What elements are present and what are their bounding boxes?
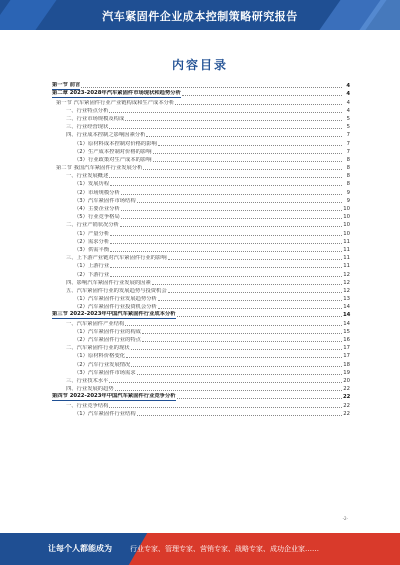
toc-entry[interactable] <box>52 205 350 213</box>
toc-dot-leader <box>182 95 342 96</box>
toc-entry-page: 19 <box>343 369 350 376</box>
toc-entry-page: 17 <box>343 345 350 352</box>
toc-entry[interactable] <box>52 311 350 319</box>
toc-entry-label: （2）需求分析 <box>74 238 110 245</box>
toc-entry[interactable] <box>52 410 350 418</box>
toc-entry[interactable] <box>52 221 350 229</box>
toc-entry[interactable] <box>52 172 350 180</box>
footer-slogan: 让每个人都能成为 <box>48 544 112 553</box>
footer-banner <box>0 533 400 565</box>
toc-entry[interactable] <box>52 213 350 221</box>
toc-entry[interactable] <box>52 344 350 352</box>
toc-dot-leader <box>109 177 342 178</box>
toc-entry-label: （1）汽车紧固件行业发展趋势分析 <box>74 296 157 303</box>
toc-entry-label: 第一节 汽车紧固件行业产业链构成和生产成本分析 <box>56 99 175 106</box>
toc-dot-leader <box>175 104 342 105</box>
toc-dot-leader <box>153 153 342 154</box>
toc-dot-leader <box>152 284 342 285</box>
toc-entry-label: （4）主要企业分析 <box>74 206 120 212</box>
toc-entry-page: 22 <box>343 410 350 417</box>
toc-entry[interactable] <box>52 246 350 254</box>
toc-dot-leader <box>158 145 342 146</box>
toc-entry[interactable] <box>52 148 350 156</box>
toc-entry-page: 15 <box>343 328 350 335</box>
toc-entry-label: 四、影响汽车紧固件行业发展的因素 <box>66 279 151 286</box>
toc-entry-label: 第一节 前言 <box>52 82 81 89</box>
toc-entry-label: 一、行业特点分析 <box>66 107 109 114</box>
toc-dot-leader <box>109 407 342 408</box>
toc-entry[interactable] <box>52 295 350 303</box>
toc-entry-label: （1）汽车紧固件行业结构 <box>74 410 136 417</box>
toc-entry-page: 14 <box>343 304 350 311</box>
toc-entry[interactable] <box>52 90 350 98</box>
toc-entry-label: 第四节 2022-2023年中国汽车紧固件行业竞争分析 <box>52 393 176 400</box>
toc-entry-page: 17 <box>343 353 350 360</box>
toc-entry-label: （3）汽车紧固件市场需求 <box>74 369 136 376</box>
report-header <box>0 0 400 30</box>
toc-entry[interactable] <box>52 98 350 106</box>
toc-dot-leader <box>146 136 342 137</box>
toc-entry-label: 二、行业市场规模及构成 <box>66 115 125 122</box>
toc-entry-label: 三、上下游产业链对汽车紧固件行业的影响 <box>66 255 167 262</box>
toc-dot-leader <box>115 390 342 391</box>
toc-entry-page: 4 <box>346 91 350 98</box>
toc-dot-leader <box>121 210 342 211</box>
toc-entry-page: 10 <box>343 230 350 237</box>
toc-dot-leader <box>121 218 342 219</box>
toc-entry-label: （1）上游行业 <box>74 263 110 270</box>
toc-dot-leader <box>168 259 342 260</box>
toc-entry-page: 12 <box>343 271 350 278</box>
toc-entry-page: 9 <box>346 197 350 204</box>
toc-entry-page: 14 <box>343 320 350 327</box>
toc-entry-label: （3）供需平衡 <box>74 246 110 253</box>
toc-dot-leader <box>121 194 342 195</box>
toc-entry-label: （2）下游行业 <box>74 271 110 278</box>
toc-entry-page: 20 <box>343 377 350 384</box>
toc-entry-label: 三、行业经营现状 <box>66 124 109 131</box>
toc-entry-page: 11 <box>343 263 350 270</box>
toc-entry-label: 一、汽车紧固件产业结构 <box>66 320 125 327</box>
toc-entry[interactable] <box>52 401 350 409</box>
toc-entry-label: 第二节 我国汽车紧固件行业发展分析 <box>56 165 143 172</box>
toc-dot-leader <box>177 398 342 399</box>
toc-dot-leader <box>125 120 342 121</box>
toc-entry[interactable] <box>52 319 350 327</box>
toc-entry-label: （5）行业竞争格局 <box>74 214 120 221</box>
toc-entry-page: 5 <box>346 115 350 122</box>
toc-dot-leader <box>110 251 342 252</box>
toc-entry-label: （3）汽车紧固件市场结构 <box>74 197 136 204</box>
toc-entry[interactable] <box>52 82 350 90</box>
toc-entry-label: （2）汽车紧固件行业的特点 <box>74 337 141 343</box>
toc-entry-label: 二、行业产销状况分析 <box>66 222 119 229</box>
toc-entry-page: 10 <box>343 222 350 229</box>
toc-dot-leader <box>153 161 342 162</box>
toc-dot-leader <box>110 267 342 268</box>
toc-entry[interactable] <box>52 229 350 237</box>
toc-entry-label: （2）汽车紧固件行业投资机会分析 <box>74 304 157 311</box>
toc-entry-page: 7 <box>346 140 350 147</box>
toc-entry-label: （1）原材料价格变化 <box>74 353 126 360</box>
toc-entry-page: 22 <box>343 386 350 393</box>
toc-dot-leader <box>109 128 342 129</box>
toc-entry-label: 二、汽车紧固件行业的现状 <box>66 345 130 352</box>
toc-entry-label: 三、行业技术水平 <box>66 377 109 384</box>
page-number: -2- <box>342 516 348 521</box>
toc-entry-page: 7 <box>346 132 350 139</box>
toc-entry[interactable] <box>52 107 350 115</box>
toc-entry-label: （2）汽车行业发展情况 <box>74 361 131 368</box>
toc-entry-page: 10 <box>343 206 350 212</box>
toc-entry[interactable] <box>52 352 350 360</box>
toc-dot-leader <box>110 243 342 244</box>
toc-entry-label: （2）市场规模分析 <box>74 189 120 196</box>
toc-dot-leader <box>110 185 342 186</box>
toc-entry-page: 8 <box>346 165 350 172</box>
toc-dot-leader <box>125 325 342 326</box>
toc-entry[interactable] <box>52 115 350 123</box>
toc-dot-leader <box>126 357 342 358</box>
toc-dot-leader <box>109 112 342 113</box>
toc-entry[interactable] <box>52 188 350 196</box>
toc-dot-leader <box>81 87 342 88</box>
toc-entry[interactable] <box>52 139 350 147</box>
toc-entry-label: 四、行业发展的趋势 <box>66 386 114 393</box>
toc-entry[interactable] <box>52 369 350 377</box>
toc-entry-page: 18 <box>343 361 350 368</box>
toc-entry-page: 9 <box>346 189 350 196</box>
toc-entry[interactable] <box>52 156 350 164</box>
toc-entry-page: 10 <box>343 214 350 221</box>
toc-dot-leader <box>131 366 342 367</box>
toc-entry-page: 11 <box>343 246 350 253</box>
toc-entry-label: 一、行业竞争结构 <box>66 402 109 409</box>
toc-entry[interactable] <box>52 131 350 139</box>
toc-entry-page: 22 <box>343 402 350 409</box>
toc-entry[interactable] <box>52 262 350 270</box>
toc-entry-page: 8 <box>346 173 350 180</box>
toc-dot-leader <box>131 349 342 350</box>
toc-entry-label: （1）发展历程 <box>74 181 110 188</box>
toc-entry[interactable] <box>52 336 350 344</box>
toc-dot-leader <box>142 333 342 334</box>
toc-entry[interactable] <box>52 180 350 188</box>
toc-entry-label: （1）汽车紧固件行业的构成 <box>74 328 141 335</box>
toc-entry[interactable] <box>52 328 350 336</box>
toc-entry[interactable] <box>52 270 350 278</box>
toc-entry[interactable] <box>52 254 350 262</box>
toc-entry[interactable] <box>52 123 350 131</box>
toc-dot-leader <box>137 202 342 203</box>
toc-dot-leader <box>109 382 342 383</box>
toc-dot-leader <box>177 316 342 317</box>
toc-dot-leader <box>168 292 342 293</box>
toc-entry[interactable] <box>52 393 350 401</box>
toc-entry[interactable] <box>52 279 350 287</box>
toc-entry-page: 4 <box>346 107 350 114</box>
toc-entry-label: 一、行业发展概述 <box>66 173 109 180</box>
toc-entry-page: 4 <box>346 99 350 106</box>
toc-entry-page: 8 <box>346 181 350 188</box>
toc-entry[interactable] <box>52 238 350 246</box>
toc-entry-page: 13 <box>343 296 350 303</box>
toc-dot-leader <box>137 374 342 375</box>
toc-entry[interactable] <box>52 385 350 393</box>
toc-entry-label: 第三节 2022-2023年中国汽车紧固件行业成本分析 <box>52 311 176 318</box>
toc-dot-leader <box>142 341 342 342</box>
toc-entry[interactable] <box>52 360 350 368</box>
toc-entry-page: 12 <box>343 287 350 294</box>
toc-heading: 内容目录 <box>171 58 228 72</box>
toc-dot-leader <box>158 308 342 309</box>
report-title: 汽车紧固件企业成本控制策略研究报告 <box>102 10 298 23</box>
toc-entry-page: 4 <box>346 83 350 90</box>
toc-dot-leader <box>137 415 342 416</box>
toc-entry-label: 五、汽车紧固件行业的发展趋势与投资机会 <box>66 287 167 294</box>
toc-dot-leader <box>143 169 342 170</box>
toc-entry-page: 5 <box>346 124 350 131</box>
toc-entry[interactable] <box>52 197 350 205</box>
toc-entry[interactable] <box>52 164 350 172</box>
toc-entry-label: （1）原材料成本控制对价格的影响 <box>74 140 157 147</box>
toc-entry-label: （3）行业政策对生产成本的影响 <box>74 156 152 163</box>
footer-tagline: 行业专家、管理专家、营销专家、战略专家、成功企业家…… <box>130 545 319 553</box>
toc-entry-page: 16 <box>343 337 350 343</box>
toc-entry-label: （1）产量分析 <box>74 230 110 237</box>
toc-entry[interactable] <box>52 377 350 385</box>
toc-entry-label: 第二章 2023-2028年汽车紧固件市场现状和趋势分析 <box>52 90 181 97</box>
toc-entry-page: 12 <box>343 279 350 286</box>
toc-entry-page: 7 <box>346 148 350 155</box>
toc-entry-page: 22 <box>343 394 351 401</box>
toc-entry[interactable] <box>52 287 350 295</box>
toc-dot-leader <box>120 226 342 227</box>
toc-entry-page: 11 <box>343 255 350 262</box>
toc-dot-leader <box>158 300 342 301</box>
table-of-contents <box>52 82 350 418</box>
toc-entry-label: 四、行业成本控制之影响因素分析 <box>66 132 146 139</box>
toc-dot-leader <box>110 235 342 236</box>
toc-entry-page: 11 <box>343 238 350 245</box>
toc-entry-label: （2）生产成本控制对价格的影响 <box>74 148 152 155</box>
toc-entry[interactable] <box>52 303 350 311</box>
toc-entry-page: 14 <box>343 312 351 319</box>
toc-dot-leader <box>110 276 342 277</box>
toc-entry-page: 8 <box>346 156 350 163</box>
